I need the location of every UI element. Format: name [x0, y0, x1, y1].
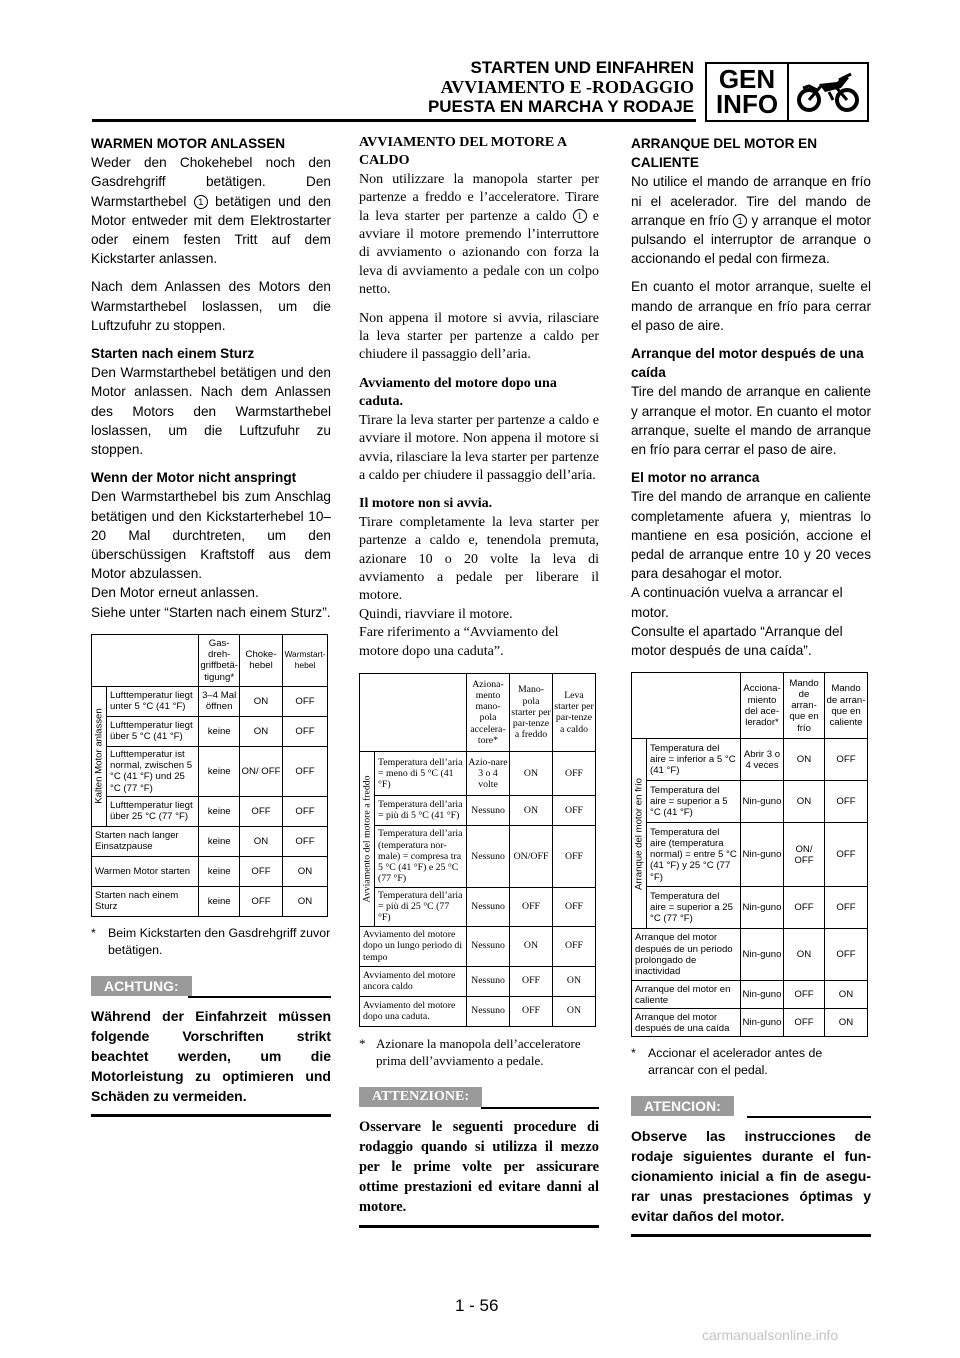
table-cell: ON [510, 795, 553, 825]
section-title: WARMEN MOTOR ANLASSEN [91, 136, 286, 151]
table-header: Warmstart-hebel [283, 634, 328, 686]
table-group-label: Avviamento del motore a freddo [360, 751, 375, 926]
table-cell: Nin-guno [741, 781, 784, 823]
table-cell: OFF [553, 795, 596, 825]
paragraph: Nach dem Anlassen des Motors den Warmstarthebel loslassen, um die Luftzufuhr zu stoppen. [91, 279, 331, 333]
table-row-label: Avviamento del motore dopo un lungo periodo di tempo [360, 926, 467, 966]
paragraph: Weder den Chokehebel noch den Gasdrehgriff betätigen. Den Warmstarthebel [91, 155, 331, 209]
starting-table [631, 672, 868, 1037]
table-row-label: Temperatura dell’aria = più di 25 °C (77 °F) [375, 887, 467, 926]
table-cell: ON [784, 739, 825, 781]
warning-rule [188, 996, 331, 998]
table-cell: OFF [553, 751, 596, 795]
table-cell: Nin-guno [741, 929, 784, 981]
section-title: ARRANQUE DEL MOTOR EN CALIENTE [631, 136, 818, 171]
table-row-label: Temperatura dell’aria = meno di 5 °C (41 °F) [375, 751, 467, 795]
table-cell: ON [825, 981, 868, 1009]
table-cell: OFF [784, 1009, 825, 1037]
table-cell: OFF [784, 981, 825, 1009]
table-cell: OFF [553, 887, 596, 926]
watermark: carmanualsonline.info [702, 1327, 839, 1343]
starting-table [91, 634, 328, 917]
table-cell: OFF [825, 781, 868, 823]
motorcycle-icon [789, 62, 869, 122]
table-cell: OFF [825, 887, 868, 929]
table-cell: keine [199, 716, 240, 746]
subsection-title: Avviamento del motore dopo una caduta. [359, 375, 557, 410]
table-cell: OFF [825, 929, 868, 981]
table-cell: Nessuno [467, 996, 510, 1026]
table-cell: Nin-guno [741, 1009, 784, 1037]
warning-header [359, 1087, 599, 1109]
table-group-label: Arranque del motor en frío [632, 739, 647, 929]
table-cell: ON/OFF [510, 825, 553, 887]
table-cell: keine [199, 796, 240, 826]
paragraph: Den Warmstarthebel bis zum Anschlag betätigen und den Kickstarterhebel 10–20 Mal durchtreten, um den überschüssigen Kraftstoff aus dem Motor abzulassen. [91, 489, 331, 582]
gen-info-badge [705, 62, 789, 122]
table-cell: ON [240, 826, 283, 856]
section-end-rule [631, 1234, 871, 1237]
warning-label: ATTENZIONE: [359, 1087, 482, 1107]
table-cell: OFF [553, 825, 596, 887]
table-cell: OFF [784, 887, 825, 929]
table-cell: OFF [510, 887, 553, 926]
table-cell: ON/ OFF [784, 823, 825, 887]
subsection-title: El motor no arranca [631, 470, 760, 486]
paragraph: No utilice el mando de arranque en frío ni el acelerador. Tire del mando de arranque en frío [631, 174, 871, 228]
table-cell: OFF [283, 826, 328, 856]
table-row-label: Temperatura del aire = superior a 5 °C (41 °F) [647, 781, 741, 823]
table-row-label: Avviamento del motore ancora caldo [360, 966, 467, 996]
paragraph: A continuación vuelva a arrancar el motor. [631, 585, 843, 620]
starting-table [359, 673, 596, 1027]
table-cell: OFF [825, 739, 868, 781]
table-row-label: Arranque del motor después de un periodo prolongado de inactividad [632, 929, 741, 981]
header-rule [92, 119, 696, 122]
table-cell: OFF [283, 716, 328, 746]
column-spanish [631, 134, 871, 1237]
circled-number: 1 [573, 209, 587, 223]
info-label: INFO [715, 89, 779, 119]
table-cell: ON [510, 926, 553, 966]
table-cell: Nessuno [467, 887, 510, 926]
table-row-label: Warmen Motor starten [92, 856, 199, 886]
table-cell: Azio-nare 3 o 4 volte [467, 751, 510, 795]
table-header: Choke-hebel [240, 634, 283, 686]
table-row-label: Lufttemperatur liegt unter 5 °C (41 °F) [107, 686, 199, 716]
warning-text: Observe las instrucciones de rodaje siguientes durante el fun-cionamiento inicial a fin de asegu-rar unas prestaciones óptimas y evitar daños del motor. [631, 1128, 871, 1225]
footnote: * Beim Kickstarten den Gasdrehgriff zuvor betätigen. [91, 925, 331, 957]
table-cell: 3–4 Mal öffnen [199, 686, 240, 716]
header-title-es: PUESTA EN MARCHA Y RODAJE [427, 97, 694, 116]
table-cell: ON [825, 1009, 868, 1037]
table-cell: Nin-guno [741, 981, 784, 1009]
table-header: Aziona-mento mano-pola accelera-tore* [467, 673, 510, 751]
table-cell: OFF [553, 926, 596, 966]
table-cell: Nessuno [467, 795, 510, 825]
section-end-rule [359, 1225, 599, 1228]
table-row-label: Arranque del motor en caliente [632, 981, 741, 1009]
table-cell: Nin-guno [741, 887, 784, 929]
paragraph: e avviare il motore premendo l’interruttore di avviamento o azionando con forza la leva di avviamento a pedale con un colpo netto. [359, 208, 600, 298]
table-row-label: Temperatura del aire (temperatura normal) = entre 5 °C (41 °F) y 25 °C (77 °F) [647, 823, 741, 887]
paragraph: betätigen und den Motor entweder mit dem Elektrostarter oder einem festen Tritt auf dem Kickstarter anlassen. [91, 193, 331, 267]
table-cell: Nessuno [467, 966, 510, 996]
table-cell: Abrir 3 o 4 veces [741, 739, 784, 781]
table-cell: ON [784, 929, 825, 981]
paragraph: Consulte el apartado “Arranque del motor después de una caída”. [631, 623, 843, 659]
subsection-title: Arranque del motor después de una caída [631, 346, 864, 381]
table-header: Mando de arran-que en frío [784, 673, 825, 739]
column-italian [359, 134, 599, 1228]
paragraph: Siehe unter “Starten nach einem Sturz”. [91, 604, 331, 620]
table-row-label: Temperatura dell’aria (temperatura nor-male) = compresa tra 5 °C (41 °F) e 25 °C (77 °F) [375, 825, 467, 887]
column-german [91, 134, 331, 1117]
warning-text: Während der Einfahrzeit müssen folgende Vorschriften strikt beachtet werden, um die Motorleistung zu optimieren und Schäden zu vermeiden. [91, 1007, 331, 1104]
paragraph: Tirare completamente la leva starter per partenze a caldo e, tenendola premuta, azionare 10 o 20 volte la leva di avviamento a pedale per liberare il motore. [359, 514, 599, 604]
warning-text: Osservare le seguenti procedure di rodaggio quando si utilizza il mezzo per le prime volte per assicurare ottime prestazioni ed evitare danni al motore. [359, 1118, 599, 1215]
subsection-title: Wenn der Motor nicht anspringt [91, 470, 297, 486]
warning-rule [747, 1116, 871, 1118]
table-row-label: Starten nach langer Einsatzpause [92, 826, 199, 856]
table-cell: OFF [240, 886, 283, 916]
header-title-de: STARTEN UND EINFAHREN [470, 58, 694, 77]
page-number: 1 - 56 [455, 1296, 499, 1315]
section-title: AVVIAMENTO DEL MOTORE A CALDO [359, 135, 567, 169]
table-cell: ON [240, 686, 283, 716]
table-cell: OFF [825, 823, 868, 887]
warning-rule [481, 1107, 599, 1109]
table-cell: OFF [240, 796, 283, 826]
table-cell: OFF [283, 686, 328, 716]
table-cell: keine [199, 826, 240, 856]
warning-header [631, 1096, 871, 1118]
subsection-title: Il motore non si avvia. [359, 496, 493, 512]
table-cell: Nin-guno [741, 823, 784, 887]
table-cell: ON [784, 781, 825, 823]
table-cell: ON/ OFF [240, 746, 283, 796]
table-cell: keine [199, 886, 240, 916]
table-cell: ON [240, 716, 283, 746]
warning-label: ATENCION: [631, 1096, 734, 1116]
table-cell: ON [553, 966, 596, 996]
paragraph: Den Motor erneut anlassen. [91, 585, 259, 601]
paragraph: Tire del mando de arranque en caliente completamente afuera y, mientras lo mantiene en esa posición, accione el pedal de arranque entre 10 y 20 veces para desahogar el motor. [631, 489, 871, 582]
warning-header [91, 976, 331, 998]
footnote: * Accionar el acelerador antes de arrancar con el pedal. [631, 1046, 823, 1078]
table-row-label: Temperatura dell’aria = più di 5 °C (41 °F) [375, 795, 467, 825]
table-cell: OFF [510, 996, 553, 1026]
header-title-it: AVVIAMENTO E -RODAGGIO [440, 77, 694, 97]
table-cell: OFF [510, 966, 553, 996]
table-row-label: Temperatura del aire = inferior a 5 °C (41 °F) [647, 739, 741, 781]
table-header: Gas-dreh-griffbetä-tigung* [199, 634, 240, 686]
subsection-title: Starten nach einem Sturz [91, 346, 255, 362]
table-row-label: Starten nach einem Sturz [92, 886, 199, 916]
section-end-rule [91, 1114, 331, 1117]
table-row-label: Temperatura del aire = superior a 25 °C (77 °F) [647, 887, 741, 929]
table-cell: keine [199, 746, 240, 796]
paragraph: En cuanto el motor arranque, suelte el mando de arranque en frío para cerrar el paso de aire. [631, 279, 871, 333]
table-row-label: Lufttemperatur liegt über 5 °C (41 °F) [107, 716, 199, 746]
paragraph: Fare riferimento a “Avviamento del motore dopo una caduta”. [359, 625, 559, 659]
paragraph: Tirare la leva starter per partenze a caldo e avviare il motore. Non appena il motore si avvia, rilasciare la leva starter per partenze a caldo per chiudere il passaggio dell’aria. [359, 412, 599, 483]
table-row-label: Lufttemperatur ist normal, zwischen 5 °C (41 °F) und 25 °C (77 °F) [107, 746, 199, 796]
table-cell: OFF [283, 796, 328, 826]
gen-label: GEN [718, 64, 776, 94]
paragraph: Den Warmstarthebel betätigen und den Motor anlassen. Nach dem Anlassen des Motors den Warmstarthebel loslassen, um die Luftzufuhr zu stoppen. [91, 365, 331, 458]
table-cell: keine [199, 856, 240, 886]
paragraph: Non utilizzare la manopola starter per partenze a freddo e l’acceleratore. Tirare la leva starter per partenze a caldo [359, 171, 599, 224]
footnote: * Azionare la manopola dell’acceleratore prima dell’avviamento a pedale. [359, 1035, 581, 1069]
paragraph: Tire del mando de arranque en caliente y arranque el motor. En cuanto el motor arranque, suelte el mando de arranque en frío para cerrar el paso de aire. [631, 384, 871, 458]
circled-number: 1 [194, 195, 208, 209]
table-cell: OFF [240, 856, 283, 886]
table-header: Mando de arran-que en caliente [825, 673, 868, 739]
table-cell: ON [283, 886, 328, 916]
paragraph: Non appena il motore si avvia, rilasciare la leva starter per partenze a caldo per chiudere il passaggio dell’aria. [359, 310, 599, 363]
table-cell: ON [553, 996, 596, 1026]
table-cell: OFF [283, 746, 328, 796]
table-row-label: Lufttemperatur liegt über 25 °C (77 °F) [107, 796, 199, 826]
table-header: Leva starter per par-tenze a caldo [553, 673, 596, 751]
table-cell: ON [510, 751, 553, 795]
table-header: Acciona-miento del ace-lerador* [741, 673, 784, 739]
table-row-label: Avviamento del motore dopo una caduta. [360, 996, 467, 1026]
circled-number: 1 [733, 214, 747, 228]
table-group-label: Kalten Motor anlassen [92, 686, 107, 826]
paragraph: Quindi, riavviare il motore. [359, 606, 513, 622]
paragraph: y arranque el motor pulsando el interruptor de arranque o accionando el pedal con firmeza. [631, 212, 871, 267]
table-cell: Nessuno [467, 926, 510, 966]
table-header: Mano-pola starter per par-tenze a freddo [510, 673, 553, 751]
warning-label: ACHTUNG: [91, 976, 192, 996]
table-cell: ON [283, 856, 328, 886]
table-cell: Nessuno [467, 825, 510, 887]
table-row-label: Arranque del motor después de una caída [632, 1009, 741, 1037]
